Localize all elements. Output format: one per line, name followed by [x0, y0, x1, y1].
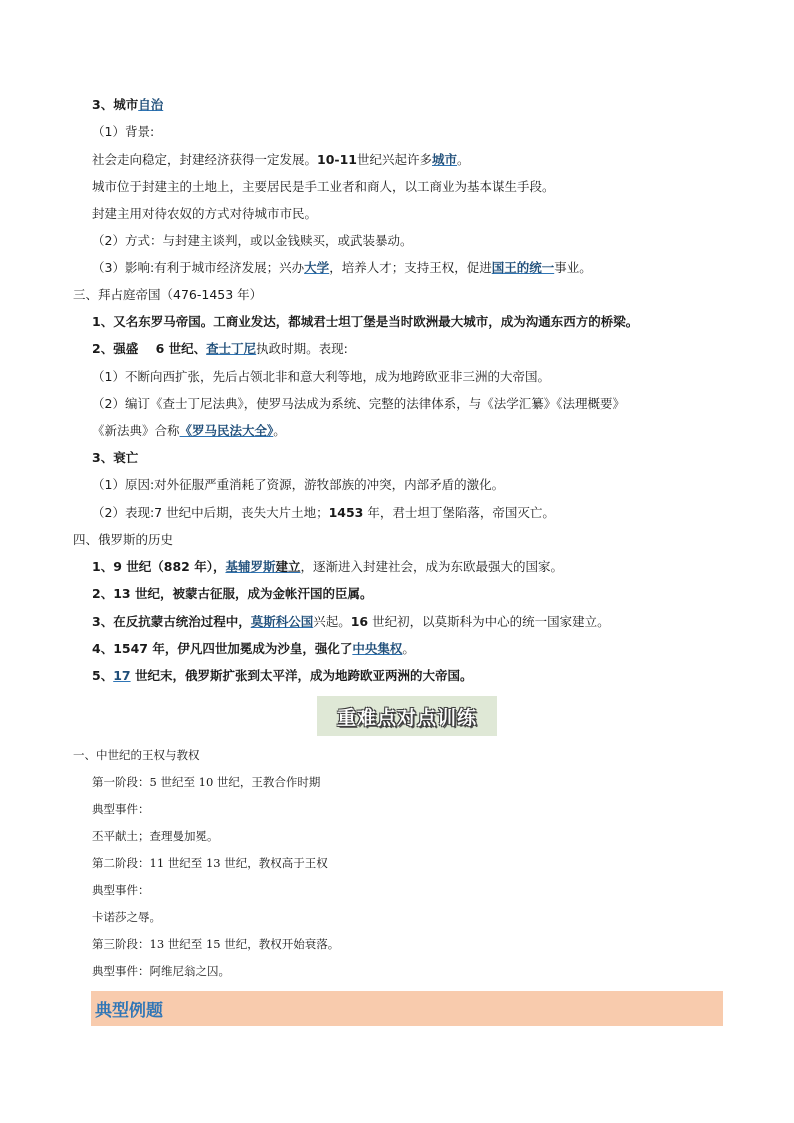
keyword-link[interactable]: 大学	[304, 260, 330, 275]
keyword-link[interactable]: 国王的统一	[491, 260, 555, 275]
training-line: 第一阶段：5 世纪至 10 世纪，王教合作时期	[92, 775, 321, 789]
paragraph	[92, 613, 610, 631]
keyword-link[interactable]: 莫斯科公国	[250, 614, 314, 629]
keyword-link[interactable]: 建立	[275, 559, 301, 574]
text: 1、9 世纪（882 年），	[92, 559, 226, 574]
banner-title: 重难点对点训练	[336, 706, 477, 729]
paragraph	[92, 640, 415, 658]
subheading-background: （1）背景:	[92, 124, 155, 139]
training-line: 卡诺莎之辱。	[92, 910, 161, 924]
text: 。	[402, 641, 415, 656]
paragraph	[92, 313, 638, 331]
training-line: 典型事件：	[92, 883, 150, 897]
training-line: 第三阶段：13 世纪至 15 世纪，教权开始衰落。	[92, 937, 340, 951]
example-title: 典型例题	[95, 1001, 163, 1021]
text: 1、又名东罗马帝国。工商业发达，都城君士坦丁堡是当时欧洲最大城市，成为沟通东西方的桥梁。	[92, 314, 639, 329]
training-heading: 一、中世纪的王权与教权	[73, 748, 200, 762]
paragraph	[92, 151, 470, 169]
training-line: 典型事件：阿维尼翁之囚。	[92, 964, 230, 978]
training-line: 第二阶段：11 世纪至 13 世纪，教权高于王权	[92, 856, 328, 870]
text: （2）表现:7 世纪中后期，丧失大片土地；	[92, 505, 329, 520]
text: 1453	[328, 505, 364, 520]
keyword-link[interactable]: 基辅罗斯	[225, 559, 276, 574]
training-line: 丕平献土；查理曼加冕。	[92, 829, 219, 843]
paragraph: 城市位于封建主的土地上，主要居民是手工业者和商人，以工商业为基本谋生手段。	[92, 179, 555, 194]
paragraph	[92, 558, 563, 576]
paragraph	[92, 585, 372, 603]
keyword-link[interactable]: 城市	[432, 152, 458, 167]
keyword-link[interactable]: 自治	[138, 97, 164, 112]
keyword-link[interactable]: 17	[113, 668, 131, 683]
paragraph: （1）原因:对外征服严重消耗了资源，游牧部族的冲突，内部矛盾的激化。	[92, 477, 505, 492]
paragraph	[92, 422, 286, 440]
text: 年，君士坦丁堡陷落，帝国灭亡。	[363, 505, 555, 520]
text: 3、在反抗蒙古统治过程中，	[92, 614, 251, 629]
text: 世纪初，以莫斯科为中心的统一国家建立。	[368, 614, 610, 629]
section-heading-city	[92, 96, 163, 114]
section-heading-byzantine: 三、拜占庭帝国（476-1453 年）	[73, 287, 263, 302]
subheading-decline: 3、衰亡	[92, 450, 139, 465]
keyword-link[interactable]: 中央集权	[352, 641, 403, 656]
text: 16	[350, 614, 369, 629]
heading-text: 3、城市	[92, 97, 139, 112]
text: ，培养人才；支持王权，促进	[329, 260, 492, 275]
text: 社会走向稳定，封建经济获得一定发展。	[92, 152, 318, 167]
text: 执政时期。表现:	[256, 341, 348, 356]
text: 事业。	[554, 260, 592, 275]
text: 。	[273, 423, 286, 438]
section-heading-russia: 四、俄罗斯的历史	[73, 532, 174, 547]
text: 10-11	[317, 152, 357, 167]
section-banner	[317, 696, 497, 736]
paragraph	[92, 259, 592, 277]
paragraph: （2）编订《查士丁尼法典》，使罗马法成为系统、完整的法律体系，与《法学汇纂》《法理概要》	[92, 396, 625, 411]
example-section-bar	[91, 991, 723, 1026]
keyword-link[interactable]: 查士丁尼	[206, 341, 257, 356]
text: 4、1547 年，伊凡四世加冕成为沙皇，强化了	[92, 641, 353, 656]
paragraph: 封建主用对待农奴的方式对待城市市民。	[92, 206, 318, 221]
text: ，逐渐进入封建社会，成为东欧最强大的国家。	[300, 559, 563, 574]
text: 。	[457, 152, 470, 167]
text: 世纪末，俄罗斯扩张到太平洋，成为地跨欧亚两洲的大帝国。	[130, 668, 473, 683]
text: 世纪兴起许多	[357, 152, 433, 167]
paragraph	[92, 504, 555, 522]
text: 兴起。	[313, 614, 351, 629]
text: 2、强盛 6 世纪、	[92, 341, 207, 356]
text: （3）影响:有利于城市经济发展；兴办	[92, 260, 305, 275]
paragraph	[92, 667, 472, 685]
paragraph: （2）方式：与封建主谈判，或以金钱赎买，或武装暴动。	[92, 233, 413, 248]
keyword-link[interactable]: 《罗马民法大全》	[179, 423, 274, 438]
text: 2、13 世纪，被蒙古征服，成为金帐汗国的臣属。	[92, 586, 373, 601]
paragraph	[92, 340, 348, 358]
training-line: 典型事件：	[92, 802, 150, 816]
text: 5、	[92, 668, 114, 683]
text: 《新法典》合称	[92, 423, 180, 438]
paragraph: （1）不断向西扩张，先后占领北非和意大利等地，成为地跨欧亚非三洲的大帝国。	[92, 369, 550, 384]
